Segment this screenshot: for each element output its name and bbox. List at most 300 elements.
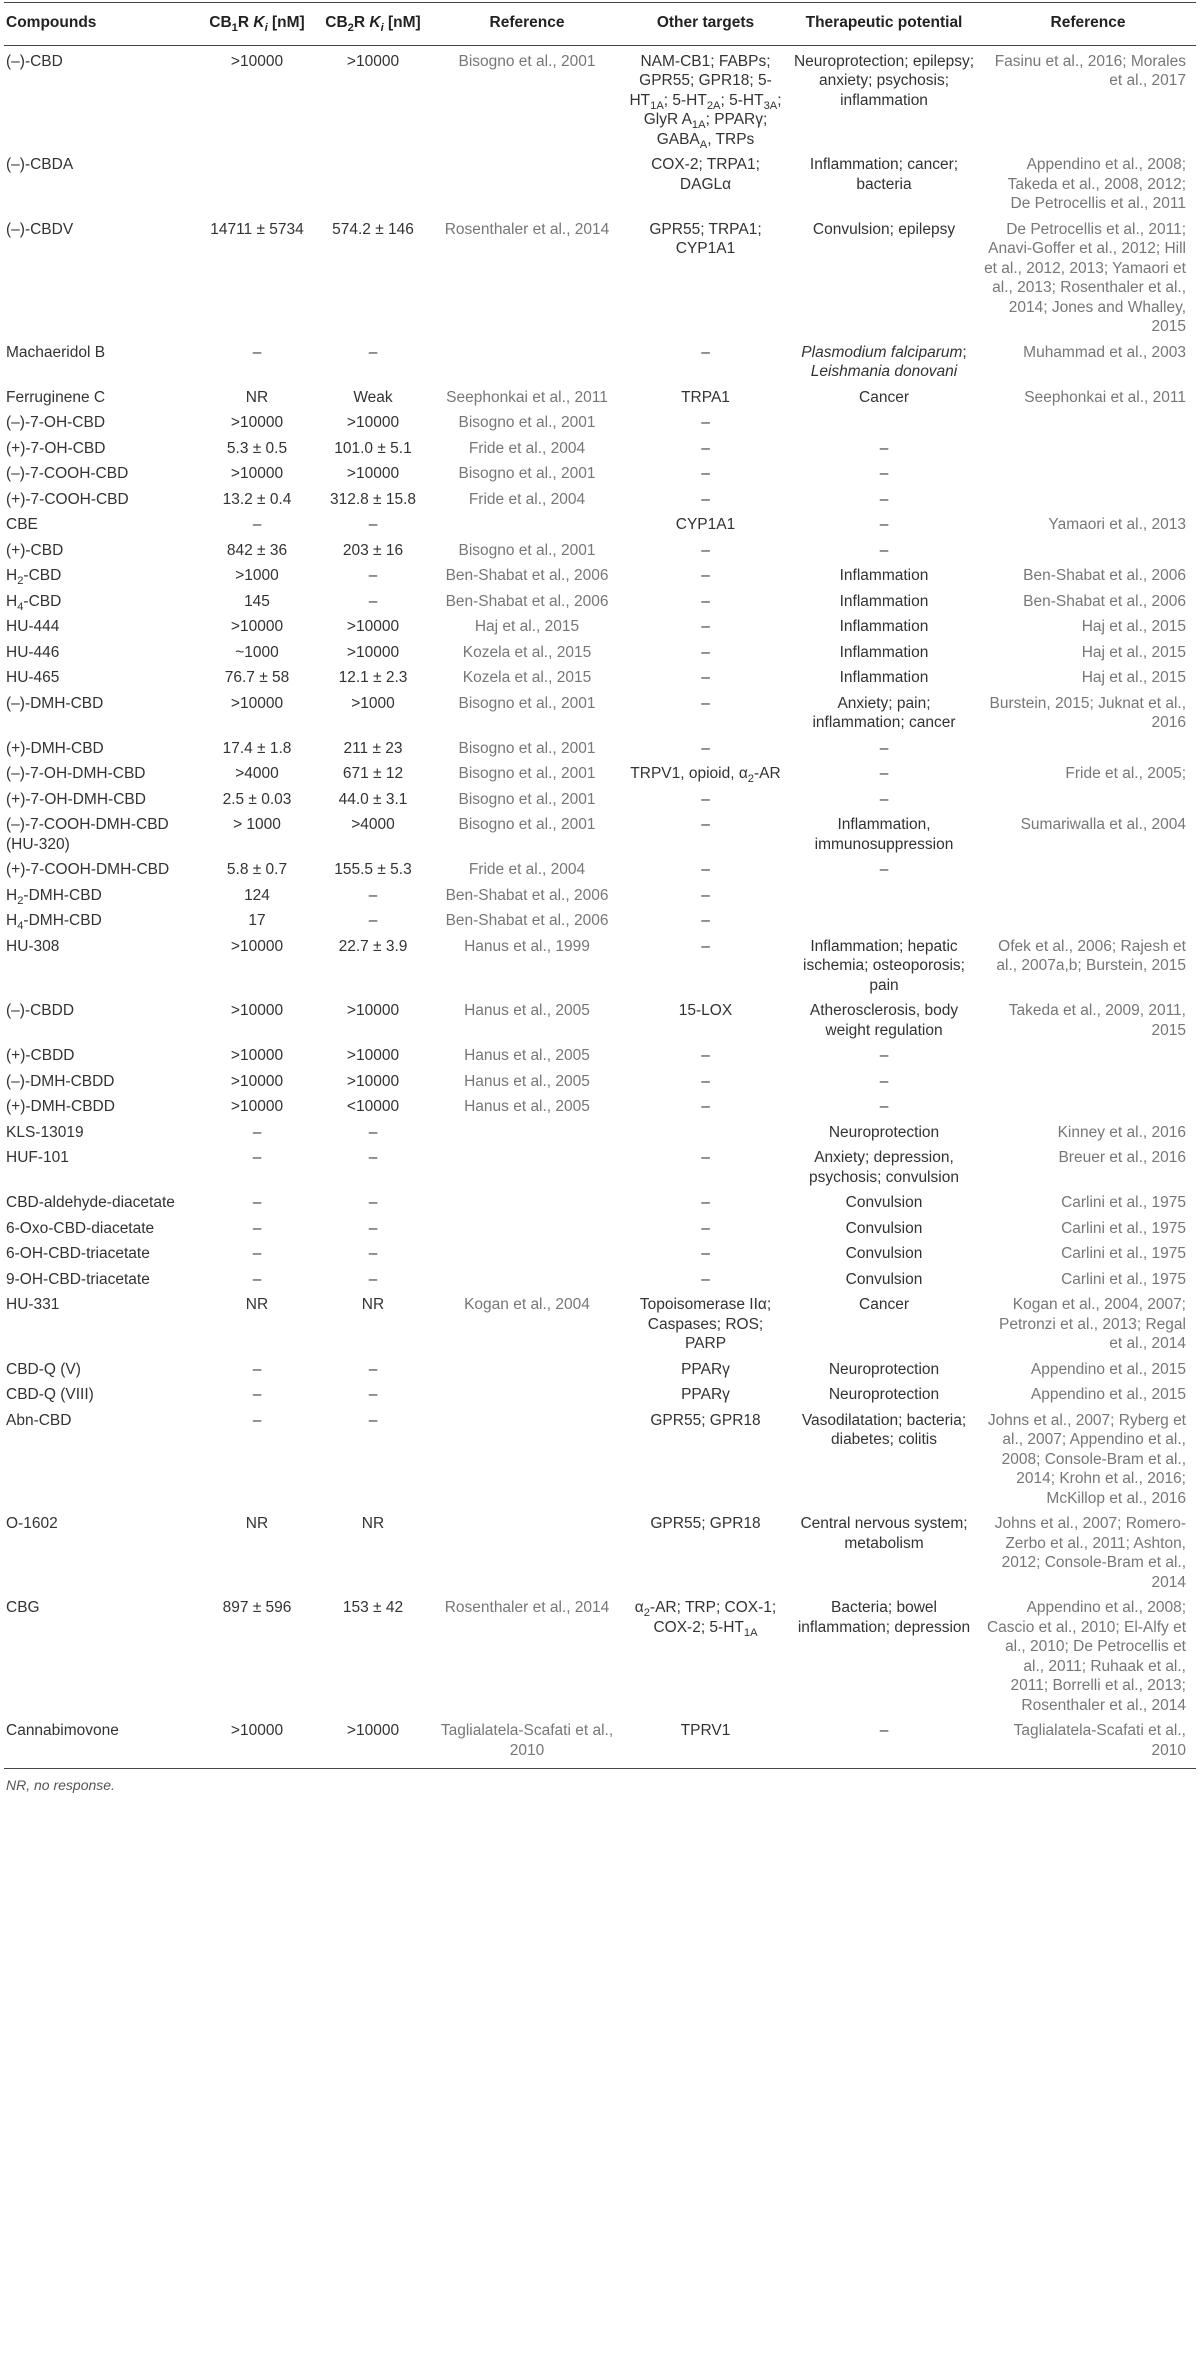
cell-reference: Fride et al., 2004: [468, 490, 586, 508]
header-compounds: Compounds: [4, 3, 199, 46]
table-page: [0, 2, 1200, 1793]
cell-cb1-ki: 842 ± 36: [226, 541, 288, 559]
cell-reference-2: Ben-Shabat et al., 2006: [1023, 567, 1186, 584]
cell-therapeutic-potential: –: [879, 490, 889, 508]
table-row: [4, 738, 1196, 764]
table-row: [4, 1071, 1196, 1097]
table-row: [4, 1513, 1196, 1597]
cell-compound: $H_4$-CBD: [6, 592, 62, 613]
cell-reference: Bisogno et al., 2001: [458, 790, 596, 808]
table-body: [4, 45, 1196, 1769]
cell-therapeutic-potential: Inflammation: [839, 669, 929, 686]
cell-cb2-ki: [315, 154, 431, 219]
cell-compound: (–)-7-OH-DMH-CBD: [6, 765, 146, 782]
table-row: [4, 1720, 1196, 1769]
cell-compound: (+)-7-OH-DMH-CBD: [6, 790, 146, 808]
cell-therapeutic-potential: Cancer: [859, 1296, 909, 1313]
cell-cb2-ki: >10000: [346, 643, 400, 661]
cell-therapeutic-potential: –: [879, 465, 889, 482]
cell-other-targets: 15-LOX: [678, 1002, 733, 1019]
header-row: [4, 3, 1196, 46]
cell-other-targets: –: [701, 912, 710, 929]
cell-cb1-ki: >10000: [230, 937, 284, 955]
cell-compound: Cannabimovone: [4, 1720, 199, 1769]
cell-therapeutic-potential: Convulsion; epilepsy: [812, 220, 956, 238]
cell-other-targets: –: [701, 669, 710, 686]
cell-reference-2: [980, 412, 1196, 438]
cell-other-targets: TPRV1: [623, 1720, 788, 1769]
cell-reference: [431, 1243, 623, 1269]
table-row: [4, 763, 1196, 789]
table-row: [4, 693, 1196, 738]
cell-cb1-ki: >10000: [230, 1072, 284, 1090]
cell-reference-2: Carlini et al., 1975: [1061, 1219, 1186, 1237]
header-therapeutic-potential: Therapeutic potential: [788, 3, 980, 46]
cell-compound: (–)-CBDA: [6, 156, 74, 173]
cell-cb1-ki: [199, 154, 315, 219]
cell-therapeutic-potential: Vasodilatation; bacteria; diabetes; colitis: [801, 1411, 967, 1448]
cell-cb2-ki: –: [368, 1270, 378, 1288]
cell-other-targets: –: [701, 790, 710, 808]
cell-reference-2: Fride et al., 2005;: [1065, 765, 1186, 782]
cell-cb2-ki: –: [368, 1219, 378, 1237]
cell-cb1-ki: –: [252, 343, 262, 361]
cell-reference-2: Appendino et al., 2015: [1030, 1386, 1186, 1403]
cell-compound: $H_4-DMH$-CBD: [6, 912, 102, 933]
cell-reference-2: Muhammad et al., 2003: [1023, 343, 1186, 361]
table-row: [4, 1269, 1196, 1295]
cell-other-targets: GPR55; TRPA1; CYP1A1: [649, 220, 762, 257]
table-row: [4, 540, 1196, 566]
cell-compound: KLS-13019: [6, 1123, 84, 1141]
cell-compound: (+)-7-COOH-DMH-CBD: [6, 861, 170, 878]
cell-cb1-ki: 13.2 ± 0.4: [222, 490, 292, 508]
cell-cb1-ki: >10000: [199, 1720, 315, 1769]
cell-cb1-ki: –: [252, 1360, 262, 1378]
cell-compound: (–)-CBD: [6, 52, 63, 70]
cell-other-targets: –: [701, 465, 710, 482]
cell-cb1-ki: NR: [245, 1296, 269, 1313]
table-row: [4, 514, 1196, 540]
cell-reference-2: De Petrocellis et al., 2011; Anavi-Goffer et al., 2012; Hill et al., 2012, 2013; Yamaori et al., 2013; Rosenthaler et al., 2014; Jones and Whalley, 2015: [984, 220, 1186, 335]
cell-reference: Hanus et al., 2005: [464, 1002, 590, 1019]
table-row: [4, 642, 1196, 668]
cell-reference: Hanus et al., 2005: [464, 1098, 590, 1115]
cell-reference: Bisogno et al., 2001: [458, 414, 596, 431]
cell-other-targets: Topoisomerase IIα; Caspases; ROS; PARP: [639, 1296, 772, 1352]
table-row: [4, 789, 1196, 815]
table-row: [4, 1045, 1196, 1071]
cell-therapeutic-potential: [788, 910, 980, 936]
cell-cb1-ki: >1000: [235, 567, 279, 584]
cell-other-targets: NAM-CB1; FABPs; GPR55; GPR18; $5-HT_{1A}$; $5-HT_{2A}$; $5-HT_{3A}$; GlyR $A_{1A}$; PPARγ; $GABA_A$, TRPs: [629, 52, 782, 151]
cell-other-targets: –: [701, 490, 710, 508]
cell-cb1-ki: >10000: [230, 1047, 284, 1064]
cell-compound: (–)-7-COOH-DMH-CBD (HU-320): [6, 816, 169, 853]
cell-therapeutic-potential: Neuroprotection; epilepsy; anxiety; psychosis; inflammation: [793, 52, 975, 109]
cell-reference-2: Carlini et al., 1975: [1061, 1194, 1186, 1211]
cell-other-targets: –: [701, 541, 710, 559]
cell-reference: [431, 1384, 623, 1410]
cell-compound: CBD-Q (VIII): [6, 1386, 94, 1403]
cell-cb2-ki: >10000: [346, 465, 400, 482]
cell-cb1-ki: 17.4 ± 1.8: [222, 739, 292, 757]
cell-other-targets: –: [701, 618, 710, 635]
cell-therapeutic-potential: –: [879, 1072, 889, 1090]
cell-compound: O-1602: [6, 1515, 58, 1532]
cell-reference-2: Carlini et al., 1975: [1061, 1245, 1186, 1262]
table-row: [4, 154, 1196, 219]
cell-cb2-ki: >10000: [346, 618, 400, 635]
cell-reference-2: [980, 1071, 1196, 1097]
cell-therapeutic-potential: –: [879, 439, 889, 457]
cell-reference-2: Seephonkai et al., 2011: [1024, 388, 1186, 406]
cell-compound: (–)-7-OH-CBD: [6, 414, 106, 431]
cell-cb2-ki: –: [368, 1411, 378, 1429]
table-row: [4, 667, 1196, 693]
cell-compound: CBD-aldehyde-diacetate: [6, 1194, 175, 1211]
cell-cb1-ki: NR: [245, 388, 269, 406]
cell-therapeutic-potential: –: [879, 861, 889, 878]
cell-other-targets: –: [701, 592, 710, 610]
cell-therapeutic-potential: –: [879, 739, 889, 757]
cell-cb1-ki: –: [252, 1194, 262, 1211]
cell-cb2-ki: 155.5 ± 5.3: [334, 861, 412, 878]
cell-cb1-ki: >10000: [230, 52, 284, 70]
cell-cb2-ki: Weak: [353, 388, 393, 406]
table-row: [4, 616, 1196, 642]
cell-reference-2: Kogan et al., 2004, 2007; Petronzi et al., 2013; Regal et al., 2014: [999, 1296, 1186, 1352]
cell-other-targets: –: [701, 1072, 710, 1090]
cell-cb2-ki: 574.2 ± 146: [332, 220, 414, 238]
table-row: [4, 387, 1196, 413]
header-cb2: $CB_2R$ $K_i$ [nM]: [315, 3, 431, 46]
cell-cb2-ki: >4000: [351, 816, 395, 833]
cell-reference: Hanus et al., 1999: [464, 937, 590, 955]
cell-compound: Abn-CBD: [6, 1411, 72, 1429]
cell-reference-2: [980, 1096, 1196, 1122]
table-row: [4, 1384, 1196, 1410]
cell-reference: Bisogno et al., 2001: [458, 694, 596, 712]
cell-therapeutic-potential: –: [879, 790, 889, 808]
cell-compound: 6-Oxo-CBD-diacetate: [6, 1219, 155, 1237]
header-reference: Reference: [431, 3, 623, 46]
cell-reference: Taglialatela-Scafati et al., 2010: [431, 1720, 623, 1769]
cell-reference-2: Ben-Shabat et al., 2006: [1023, 592, 1186, 610]
cell-compound: HU-308: [6, 937, 60, 955]
cell-cb1-ki: 124: [244, 886, 270, 904]
cell-compound: (+)-CBDD: [6, 1047, 75, 1064]
cell-reference-2: [980, 463, 1196, 489]
cell-reference-2: [980, 489, 1196, 515]
cell-compound: CBD-Q (V): [6, 1360, 81, 1378]
cell-compound: (+)-DMH-CBD: [6, 739, 104, 757]
cell-other-targets: –: [701, 567, 710, 584]
table-row: [4, 1122, 1196, 1148]
cell-therapeutic-potential: –: [879, 541, 889, 559]
cell-therapeutic-potential: Inflammation; hepatic ischemia; osteoporosis; pain: [803, 937, 965, 994]
cell-therapeutic-potential: Neuroprotection: [828, 1360, 940, 1378]
cell-reference-2: Haj et al., 2015: [1081, 643, 1186, 661]
cell-cb1-ki: 145: [244, 592, 270, 610]
cell-cb2-ki: >10000: [346, 1002, 400, 1019]
cell-cb2-ki: –: [368, 592, 378, 610]
cell-reference-2: Haj et al., 2015: [1081, 618, 1186, 635]
cell-other-targets: –: [701, 414, 710, 431]
cell-reference: Ben-Shabat et al., 2006: [445, 592, 609, 610]
cell-reference: Seephonkai et al., 2011: [446, 388, 608, 406]
cell-reference: [431, 1147, 623, 1192]
cell-cb2-ki: >10000: [346, 414, 400, 431]
cell-therapeutic-potential: Inflammation; cancer; bacteria: [809, 156, 959, 193]
cell-reference-2: Kinney et al., 2016: [1057, 1123, 1186, 1141]
cell-cb1-ki: >10000: [230, 694, 284, 712]
cell-cb2-ki: –: [368, 1245, 378, 1262]
cell-reference-2: Appendino et al., 2015: [1030, 1360, 1186, 1378]
cell-reference-2: [980, 738, 1196, 764]
table-row: [4, 565, 1196, 591]
cell-cb2-ki: >10000: [346, 52, 400, 70]
cell-compound: (–)-CBDV: [6, 220, 74, 238]
cell-compound: (–)-DMH-CBDD: [6, 1072, 115, 1090]
cell-cb2-ki: 203 ± 16: [342, 541, 404, 559]
cell-reference: Bisogno et al., 2001: [458, 541, 596, 559]
cell-reference: [431, 1122, 623, 1148]
table-row: [4, 45, 1196, 154]
cell-reference-2: Appendino et al., 2008; Takeda et al., 2008, 2012; De Petrocellis et al., 2011: [1007, 156, 1186, 212]
cell-reference: [431, 154, 623, 219]
header-reference-2: Reference: [980, 3, 1196, 46]
cell-cb2-ki: –: [368, 1123, 378, 1141]
cell-compound: 9-OH-CBD-triacetate: [6, 1270, 150, 1288]
cell-cb1-ki: –: [252, 516, 262, 533]
cell-cb1-ki: 14711 ± 5734: [210, 220, 304, 238]
table-row: [4, 463, 1196, 489]
cell-cb1-ki: >4000: [235, 765, 279, 782]
cell-cb1-ki: ~1000: [235, 643, 279, 661]
cell-therapeutic-potential: Anxiety; depression, psychosis; convulsion: [809, 1149, 959, 1186]
cell-other-targets: –: [701, 1245, 710, 1262]
cell-reference-2: Takeda et al., 2009, 2011, 2015: [1008, 1002, 1186, 1039]
cell-compound: $H_2$-CBD: [6, 567, 62, 588]
cell-therapeutic-potential: Inflammation: [839, 618, 929, 635]
cell-therapeutic-potential: –: [879, 1047, 889, 1064]
cell-cb2-ki: NR: [361, 1515, 385, 1532]
cell-other-targets: GPR55; GPR18: [650, 1515, 761, 1532]
cell-compound: (–)-DMH-CBD: [6, 694, 104, 712]
table-row: [4, 859, 1196, 885]
cell-cb2-ki: –: [368, 1149, 378, 1166]
cell-reference: [431, 1513, 623, 1597]
cell-cb1-ki: –: [252, 1411, 262, 1429]
cell-cb2-ki: 312.8 ± 15.8: [329, 490, 417, 508]
cell-reference: [431, 342, 623, 387]
cell-reference: Bisogno et al., 2001: [458, 465, 596, 482]
cell-therapeutic-potential: Bacteria; bowel inflammation; depression: [797, 1599, 971, 1636]
table-row: [4, 1597, 1196, 1720]
cell-therapeutic-potential: [788, 885, 980, 911]
header-cb1: $CB_1R$ $K_i$ [nM]: [199, 3, 315, 46]
cell-compound: HU-465: [6, 669, 60, 686]
cell-other-targets: –: [701, 1270, 710, 1288]
cell-therapeutic-potential: Atherosclerosis, body weight regulation: [809, 1002, 959, 1039]
cell-reference-2: [980, 910, 1196, 936]
cell-reference-2: Johns et al., 2007; Romero-Zerbo et al., 2011; Ashton, 2012; Console-Bram et al., 2014: [994, 1515, 1186, 1591]
cell-cb2-ki: –: [368, 886, 378, 904]
cell-cb2-ki: 12.1 ± 2.3: [338, 669, 408, 686]
cell-cb2-ki: –: [368, 516, 378, 533]
table-row: [4, 1192, 1196, 1218]
cell-other-targets: TRPA1: [681, 388, 730, 406]
cell-reference-2: Taglialatela-Scafati et al., 2010: [980, 1720, 1196, 1769]
cell-cb2-ki: –: [368, 567, 378, 584]
cell-compound: HU-446: [6, 643, 60, 661]
table-row: [4, 1000, 1196, 1045]
cell-reference: Fride et al., 2004: [468, 861, 586, 878]
cell-reference: Kozela et al., 2015: [462, 669, 592, 686]
cell-other-targets: –: [701, 439, 710, 457]
cell-reference: [431, 1192, 623, 1218]
cell-other-targets: CYP1A1: [675, 516, 736, 533]
cell-compound: (–)-7-COOH-CBD: [6, 465, 129, 482]
cell-reference-2: Fasinu et al., 2016; Morales et al., 2017: [994, 52, 1186, 89]
cell-cb2-ki: NR: [361, 1296, 385, 1313]
cell-cb1-ki: >10000: [230, 465, 284, 482]
cell-compound: HU-444: [6, 618, 60, 635]
cell-compound: (+)-7-OH-CBD: [6, 439, 106, 457]
cell-cb1-ki: >10000: [230, 618, 284, 635]
cell-cb1-ki: 17: [248, 912, 266, 929]
table-row: [4, 342, 1196, 387]
cell-cb2-ki: –: [368, 1360, 378, 1378]
cell-compound: $H_2-DMH$-CBD: [6, 886, 102, 907]
table-row: [4, 885, 1196, 911]
cell-reference: Bisogno et al., 2001: [458, 739, 596, 757]
table-row: [4, 1294, 1196, 1359]
cell-cb2-ki: –: [368, 343, 378, 361]
cell-other-targets: COX-2; TRPA1; DAGLα: [651, 156, 760, 193]
cell-reference: Hanus et al., 2005: [464, 1047, 590, 1064]
cell-therapeutic-potential: [788, 412, 980, 438]
cell-other-targets: –: [701, 861, 710, 878]
cell-cb2-ki: 101.0 ± 5.1: [334, 439, 412, 457]
cell-cb2-ki: >1000: [351, 694, 395, 712]
cell-reference: Rosenthaler et al., 2014: [444, 1599, 610, 1616]
cell-cb1-ki: –: [252, 1123, 262, 1141]
cell-therapeutic-potential: –: [879, 1098, 889, 1115]
table-row: [4, 814, 1196, 859]
cell-therapeutic-potential: Inflammation: [839, 643, 929, 661]
cell-cb2-ki: 211 ± 23: [343, 739, 403, 757]
cell-compound: (+)-DMH-CBDD: [6, 1098, 115, 1115]
cell-other-targets: –: [701, 1098, 710, 1115]
cell-cb2-ki: >10000: [315, 1720, 431, 1769]
cell-reference: Hanus et al., 2005: [464, 1072, 590, 1090]
cell-therapeutic-potential: –: [879, 516, 889, 533]
cell-other-targets: –: [701, 1047, 710, 1064]
cell-other-targets: –: [701, 1219, 710, 1237]
cell-cb2-ki: –: [368, 912, 378, 929]
table-footnote: NR, no response.: [6, 1777, 115, 1793]
cell-cb2-ki: 153 ± 42: [342, 1599, 404, 1616]
cell-cb1-ki: 5.8 ± 0.7: [226, 861, 288, 878]
cell-compound: (+)-7-COOH-CBD: [6, 490, 129, 508]
cell-other-targets: –: [701, 694, 710, 712]
cell-compound: CBE: [6, 516, 38, 533]
cell-other-targets: –: [701, 816, 710, 833]
table-row: [4, 489, 1196, 515]
cell-reference: Ben-Shabat et al., 2006: [445, 912, 609, 929]
cell-cb2-ki: –: [368, 1386, 378, 1403]
cell-cb1-ki: 897 ± 596: [222, 1599, 292, 1616]
compounds-table: [4, 2, 1196, 1769]
cell-other-targets: PPARγ: [681, 1386, 730, 1403]
cell-compound: CBG: [6, 1599, 40, 1616]
cell-cb1-ki: –: [252, 1149, 262, 1166]
cell-reference-2: Breuer et al., 2016: [1058, 1149, 1186, 1166]
cell-cb1-ki: NR: [245, 1515, 269, 1532]
cell-compound: (+)-CBD: [6, 541, 64, 559]
cell-cb1-ki: >10000: [230, 1002, 284, 1019]
cell-therapeutic-potential: –: [879, 765, 889, 782]
cell-reference-2: Johns et al., 2007; Ryberg et al., 2007; Appendino et al., 2008; Console-Bram et al., 2014; Krohn et al., 2016; McKillop et al., 2016: [987, 1411, 1186, 1507]
cell-compound: (–)-CBDD: [6, 1002, 75, 1019]
cell-therapeutic-potential: Inflammation, immunosuppression: [814, 816, 954, 853]
cell-reference: Bisogno et al., 2001: [458, 765, 596, 782]
cell-compound: HU-331: [6, 1296, 60, 1313]
cell-other-targets: TRPV1, opioid, $\alpha_2-AR$: [630, 765, 781, 786]
cell-reference: Kozela et al., 2015: [462, 643, 592, 661]
cell-therapeutic-potential: –: [788, 1720, 980, 1769]
cell-reference: [431, 514, 623, 540]
table-row: [4, 936, 1196, 1001]
table-row: [4, 1147, 1196, 1192]
cell-reference: [431, 1410, 623, 1514]
cell-reference-2: [980, 885, 1196, 911]
cell-therapeutic-potential: Inflammation: [839, 567, 929, 584]
cell-reference: Ben-Shabat et al., 2006: [445, 886, 609, 904]
cell-cb1-ki: 2.5 ± 0.03: [222, 790, 292, 808]
cell-cb1-ki: –: [252, 1386, 262, 1403]
cell-cb2-ki: –: [368, 1194, 378, 1211]
table-row: [4, 591, 1196, 617]
table-row: [4, 412, 1196, 438]
cell-reference-2: Sumariwalla et al., 2004: [1020, 816, 1186, 833]
cell-reference: [431, 1218, 623, 1244]
cell-cb1-ki: –: [252, 1219, 262, 1237]
cell-reference-2: [980, 859, 1196, 885]
cell-reference-2: Appendino et al., 2008; Cascio et al., 2010; El-Alfy et al., 2010; De Petrocellis et al., 2011; Ruhaak et al., 2011; Borrelli et al., 2013; Rosenthaler et al., 2014: [986, 1599, 1186, 1714]
cell-compound: Machaeridol B: [6, 343, 106, 361]
cell-other-targets: –: [701, 1149, 710, 1166]
cell-reference: Haj et al., 2015: [474, 618, 580, 635]
cell-therapeutic-potential: Convulsion: [845, 1245, 923, 1262]
cell-cb1-ki: >10000: [230, 414, 284, 431]
cell-therapeutic-potential: Cancer: [859, 388, 909, 406]
cell-therapeutic-potential: Neuroprotection: [828, 1386, 940, 1403]
cell-therapeutic-potential: Inflammation: [839, 592, 929, 610]
table-row: [4, 910, 1196, 936]
cell-reference: [431, 1269, 623, 1295]
cell-other-targets: –: [701, 1194, 710, 1211]
cell-reference-2: [980, 789, 1196, 815]
cell-cb2-ki: >10000: [346, 1072, 400, 1090]
cell-cb1-ki: >10000: [230, 1098, 284, 1115]
cell-therapeutic-potential: Convulsion: [845, 1194, 923, 1211]
cell-compound: Ferruginene C: [6, 388, 106, 406]
cell-therapeutic-potential: Central nervous system; metabolism: [800, 1515, 968, 1552]
cell-reference-2: [980, 1045, 1196, 1071]
